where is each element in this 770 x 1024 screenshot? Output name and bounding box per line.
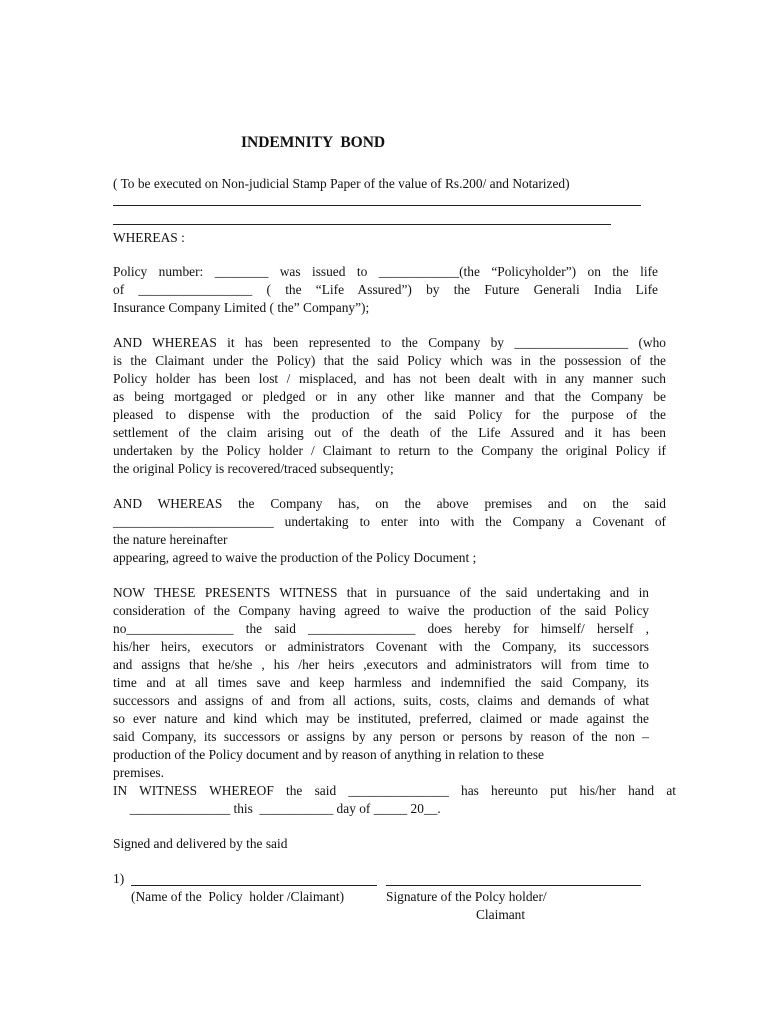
paragraph-line: successors and assigns of and from all actions, suits, costs, claims and demands of what: [113, 693, 649, 708]
signature-caption: Signature of the Polcy holder/: [386, 889, 547, 904]
paragraph-line: Insurance Company Limited ( the” Company”);: [113, 300, 370, 315]
paragraph-line: Policy number: ________ was issued to ____________(the “Policyholder”) on the life: [113, 264, 658, 279]
name-signature-line: [131, 885, 377, 886]
signature-line: [386, 885, 641, 886]
paragraph-line: production of the Policy document and by reason of anything in relation to these: [113, 747, 545, 762]
name-caption: (Name of the Policy holder /Claimant): [131, 889, 345, 904]
whereas-represented-paragraph: [113, 334, 666, 478]
paragraph-line: no________________ the said ________________ does hereby for himself/ herself ,: [113, 621, 649, 636]
paragraph-line: as being mortgaged or pledged or in any other like manner and that the Company be: [113, 389, 666, 404]
paragraph-line: undertaken by the Policy holder / Claimant to return to the Company the original Policy if: [113, 443, 666, 458]
paragraph-line: consideration of the Company having agreed to waive the production of the said Policy: [113, 603, 649, 618]
paragraph-line: _______________ this ___________ day of _____ 20__.: [113, 801, 441, 816]
stamp-paper-instruction: ( To be executed on Non-judicial Stamp Paper of the value of Rs.200/ and Notarized): [113, 176, 570, 191]
paragraph-line: so ever nature and kind which may be instituted, preferred, claimed or made against the: [113, 711, 649, 726]
policy-number-paragraph: [113, 263, 658, 317]
now-these-presents-paragraph: [113, 584, 649, 782]
paragraph-line: pleased to dispense with the production of the said Policy for the purpose of the: [113, 407, 666, 422]
document-title: INDEMNITY BOND: [241, 134, 386, 151]
paragraph-line: is the Claimant under the Policy) that the said Policy which was in the possession of the: [113, 353, 666, 368]
signature-number: 1): [113, 871, 125, 886]
paragraph-line: AND WHEREAS the Company has, on the above premises and on the said: [113, 496, 666, 511]
paragraph-line: said Company, its successors or assigns by any person or persons by reason of the non –: [113, 729, 649, 744]
whereas-label: WHEREAS :: [113, 230, 185, 245]
in-witness-paragraph: [113, 782, 676, 818]
paragraph-line: settlement of the claim arising out of the death of the Life Assured and it has been: [113, 425, 666, 440]
paragraph-line: AND WHEREAS it has been represented to the Company by _________________ (who: [113, 335, 666, 350]
paragraph-line: NOW THESE PRESENTS WITNESS that in pursuance of the said undertaking and in: [113, 585, 649, 600]
paragraph-line: his/her heirs, executors or administrators Covenant with the Company, its successors: [113, 639, 649, 654]
paragraph-line: ________________________ undertaking to enter into with the Company a Covenant of: [113, 514, 666, 529]
paragraph-line: Policy holder has been lost / misplaced, and has not been dealt with in any manner such: [113, 371, 666, 386]
blank-line-1: [113, 205, 641, 206]
whereas-company-paragraph: [113, 495, 666, 567]
paragraph-line: time and at all times save and keep harmless and indemnified the said Company, its: [113, 675, 649, 690]
paragraph-line: IN WITNESS WHEREOF the said _______________ has hereunto put his/her hand at: [113, 783, 676, 798]
paragraph-line: and assigns that he/she , his /her heirs ,executors and administrators will from time to: [113, 657, 649, 672]
signed-delivered-line: Signed and delivered by the said: [113, 836, 288, 851]
paragraph-line: appearing, agreed to waive the production of the Policy Document ;: [113, 550, 477, 565]
paragraph-line: premises.: [113, 765, 164, 780]
blank-line-2: [113, 224, 611, 225]
paragraph-line: the original Policy is recovered/traced subsequently;: [113, 461, 394, 476]
paragraph-line: of _________________ ( the “Life Assured”) by the Future Generali India Life: [113, 282, 658, 297]
paragraph-line: the nature hereinafter: [113, 532, 228, 547]
signature-caption-claimant: Claimant: [476, 907, 526, 922]
